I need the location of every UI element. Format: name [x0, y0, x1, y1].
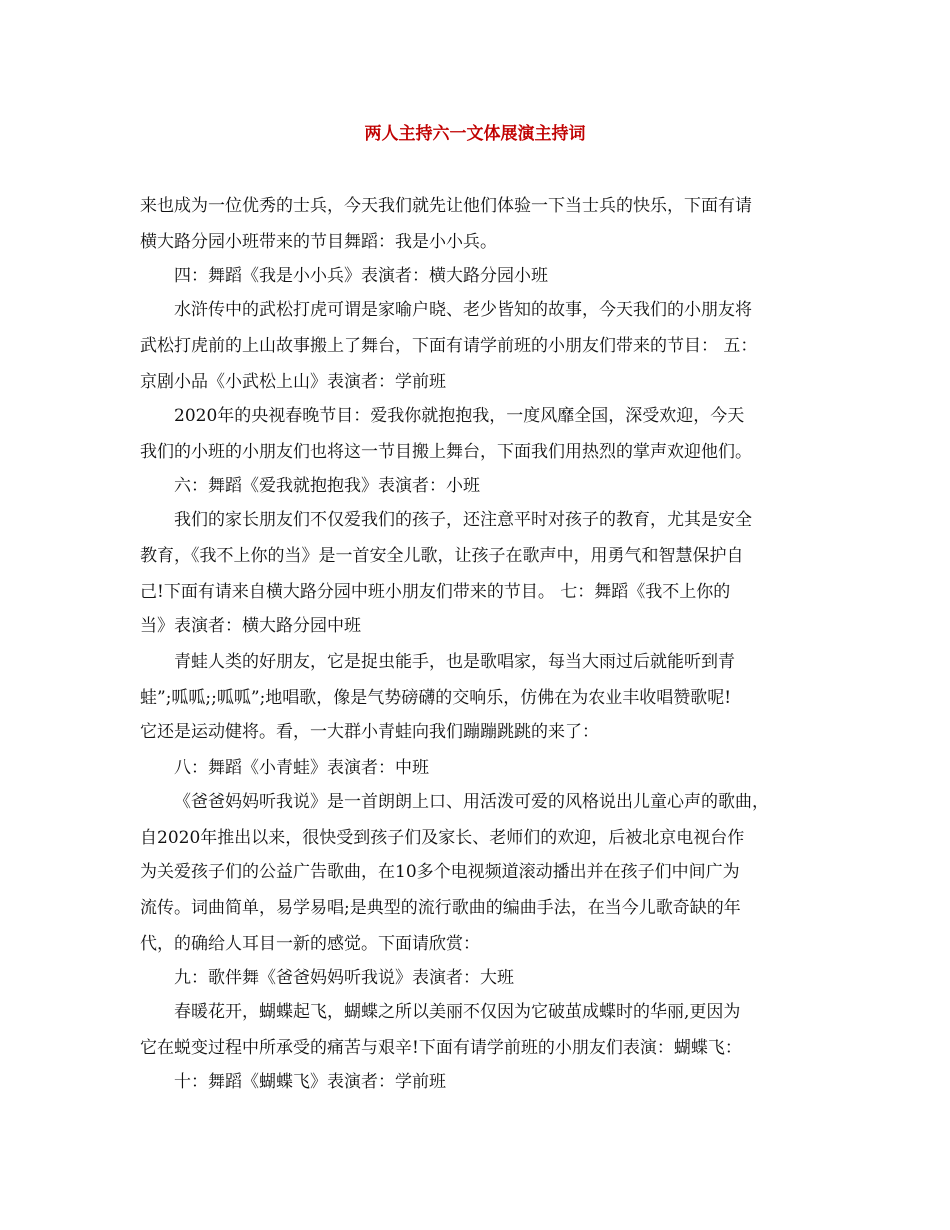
text-line: 青蛙人类的好朋友，它是捉虫能手，也是歌唱家，每当大雨过后就能听到青	[174, 652, 735, 672]
text-line: 流传。词曲简单，易学易唱;是典型的流行歌曲的编曲手法，在当今儿歌奇缺的年	[140, 898, 741, 918]
text-line: 代，的确给人耳目一新的感觉。下面请欣赏：	[140, 934, 480, 954]
text-line: 2020年的央视春晚节目：爱我你就抱抱我，一度风靡全国，深受欢迎，今天	[174, 406, 745, 426]
text-line: 为关爱孩子们的公益广告歌曲，在10多个电视频道滚动播出并在孩子们中间广为	[140, 862, 740, 882]
text-line: 己!下面有请来自横大路分园中班小朋友们带来的节目。 七：舞蹈《我不上你的	[140, 582, 731, 602]
program-item: 八：舞蹈《小青蛙》表演者：中班	[174, 758, 429, 778]
text-line: 横大路分园小班带来的节目舞蹈：我是小小兵。	[140, 232, 497, 252]
document-title: 两人主持六一文体展演主持词	[364, 124, 586, 144]
program-item: 十：舞蹈《蝴蝶飞》表演者：学前班	[174, 1072, 446, 1092]
text-line: 自2020年推出以来，很快受到孩子们及家长、老师们的欢迎，后被北京电视台作	[140, 828, 745, 848]
program-item: 九：歌伴舞《爸爸妈妈听我说》表演者：大班	[174, 968, 514, 988]
program-item: 四：舞蹈《我是小小兵》表演者：横大路分园小班	[174, 266, 548, 286]
text-line: 《爸爸妈妈听我说》是一首朗朗上口、用活泼可爱的风格说出儿童心声的歌曲，	[174, 792, 769, 812]
text-line: 蛙”;呱呱;;呱呱”;地唱歌，像是气势磅礴的交响乐，仿佛在为农业丰收唱赞歌呢!	[140, 688, 732, 708]
program-item: 六：舞蹈《爱我就抱抱我》表演者：小班	[174, 476, 480, 496]
text-line: 京剧小品《小武松上山》表演者：学前班	[140, 372, 446, 392]
text-line: 水浒传中的武松打虎可谓是家喻户晓、老少皆知的故事，今天我们的小朋友将	[174, 300, 752, 320]
text-line: 教育，《我不上你的当》是一首安全儿歌，让孩子在歌声中，用勇气和智慧保护自	[140, 546, 744, 566]
text-line: 来也成为一位优秀的士兵，今天我们就先让他们体验一下当士兵的快乐，下面有请	[140, 196, 752, 216]
text-line: 武松打虎前的上山故事搬上了舞台，下面有请学前班的小朋友们带来的节目： 五：	[140, 336, 758, 356]
text-line: 春暖花开，蝴蝶起飞，蝴蝶之所以美丽不仅因为它破茧成蝶时的华丽,更因为	[174, 1002, 741, 1022]
text-line: 它在蜕变过程中所承受的痛苦与艰辛!下面有请学前班的小朋友们表演：蝴蝶飞：	[140, 1038, 742, 1058]
text-line: 它还是运动健将。看，一大群小青蛙向我们蹦蹦跳跳的来了：	[140, 722, 599, 742]
text-line: 当》表演者：横大路分园中班	[140, 616, 361, 636]
text-line: 我们的家长朋友们不仅爱我们的孩子，还注意平时对孩子的教育，尤其是安全	[174, 510, 752, 530]
text-line: 我们的小班的小朋友们也将这一节目搬上舞台，下面我们用热烈的掌声欢迎他们。	[140, 442, 752, 462]
